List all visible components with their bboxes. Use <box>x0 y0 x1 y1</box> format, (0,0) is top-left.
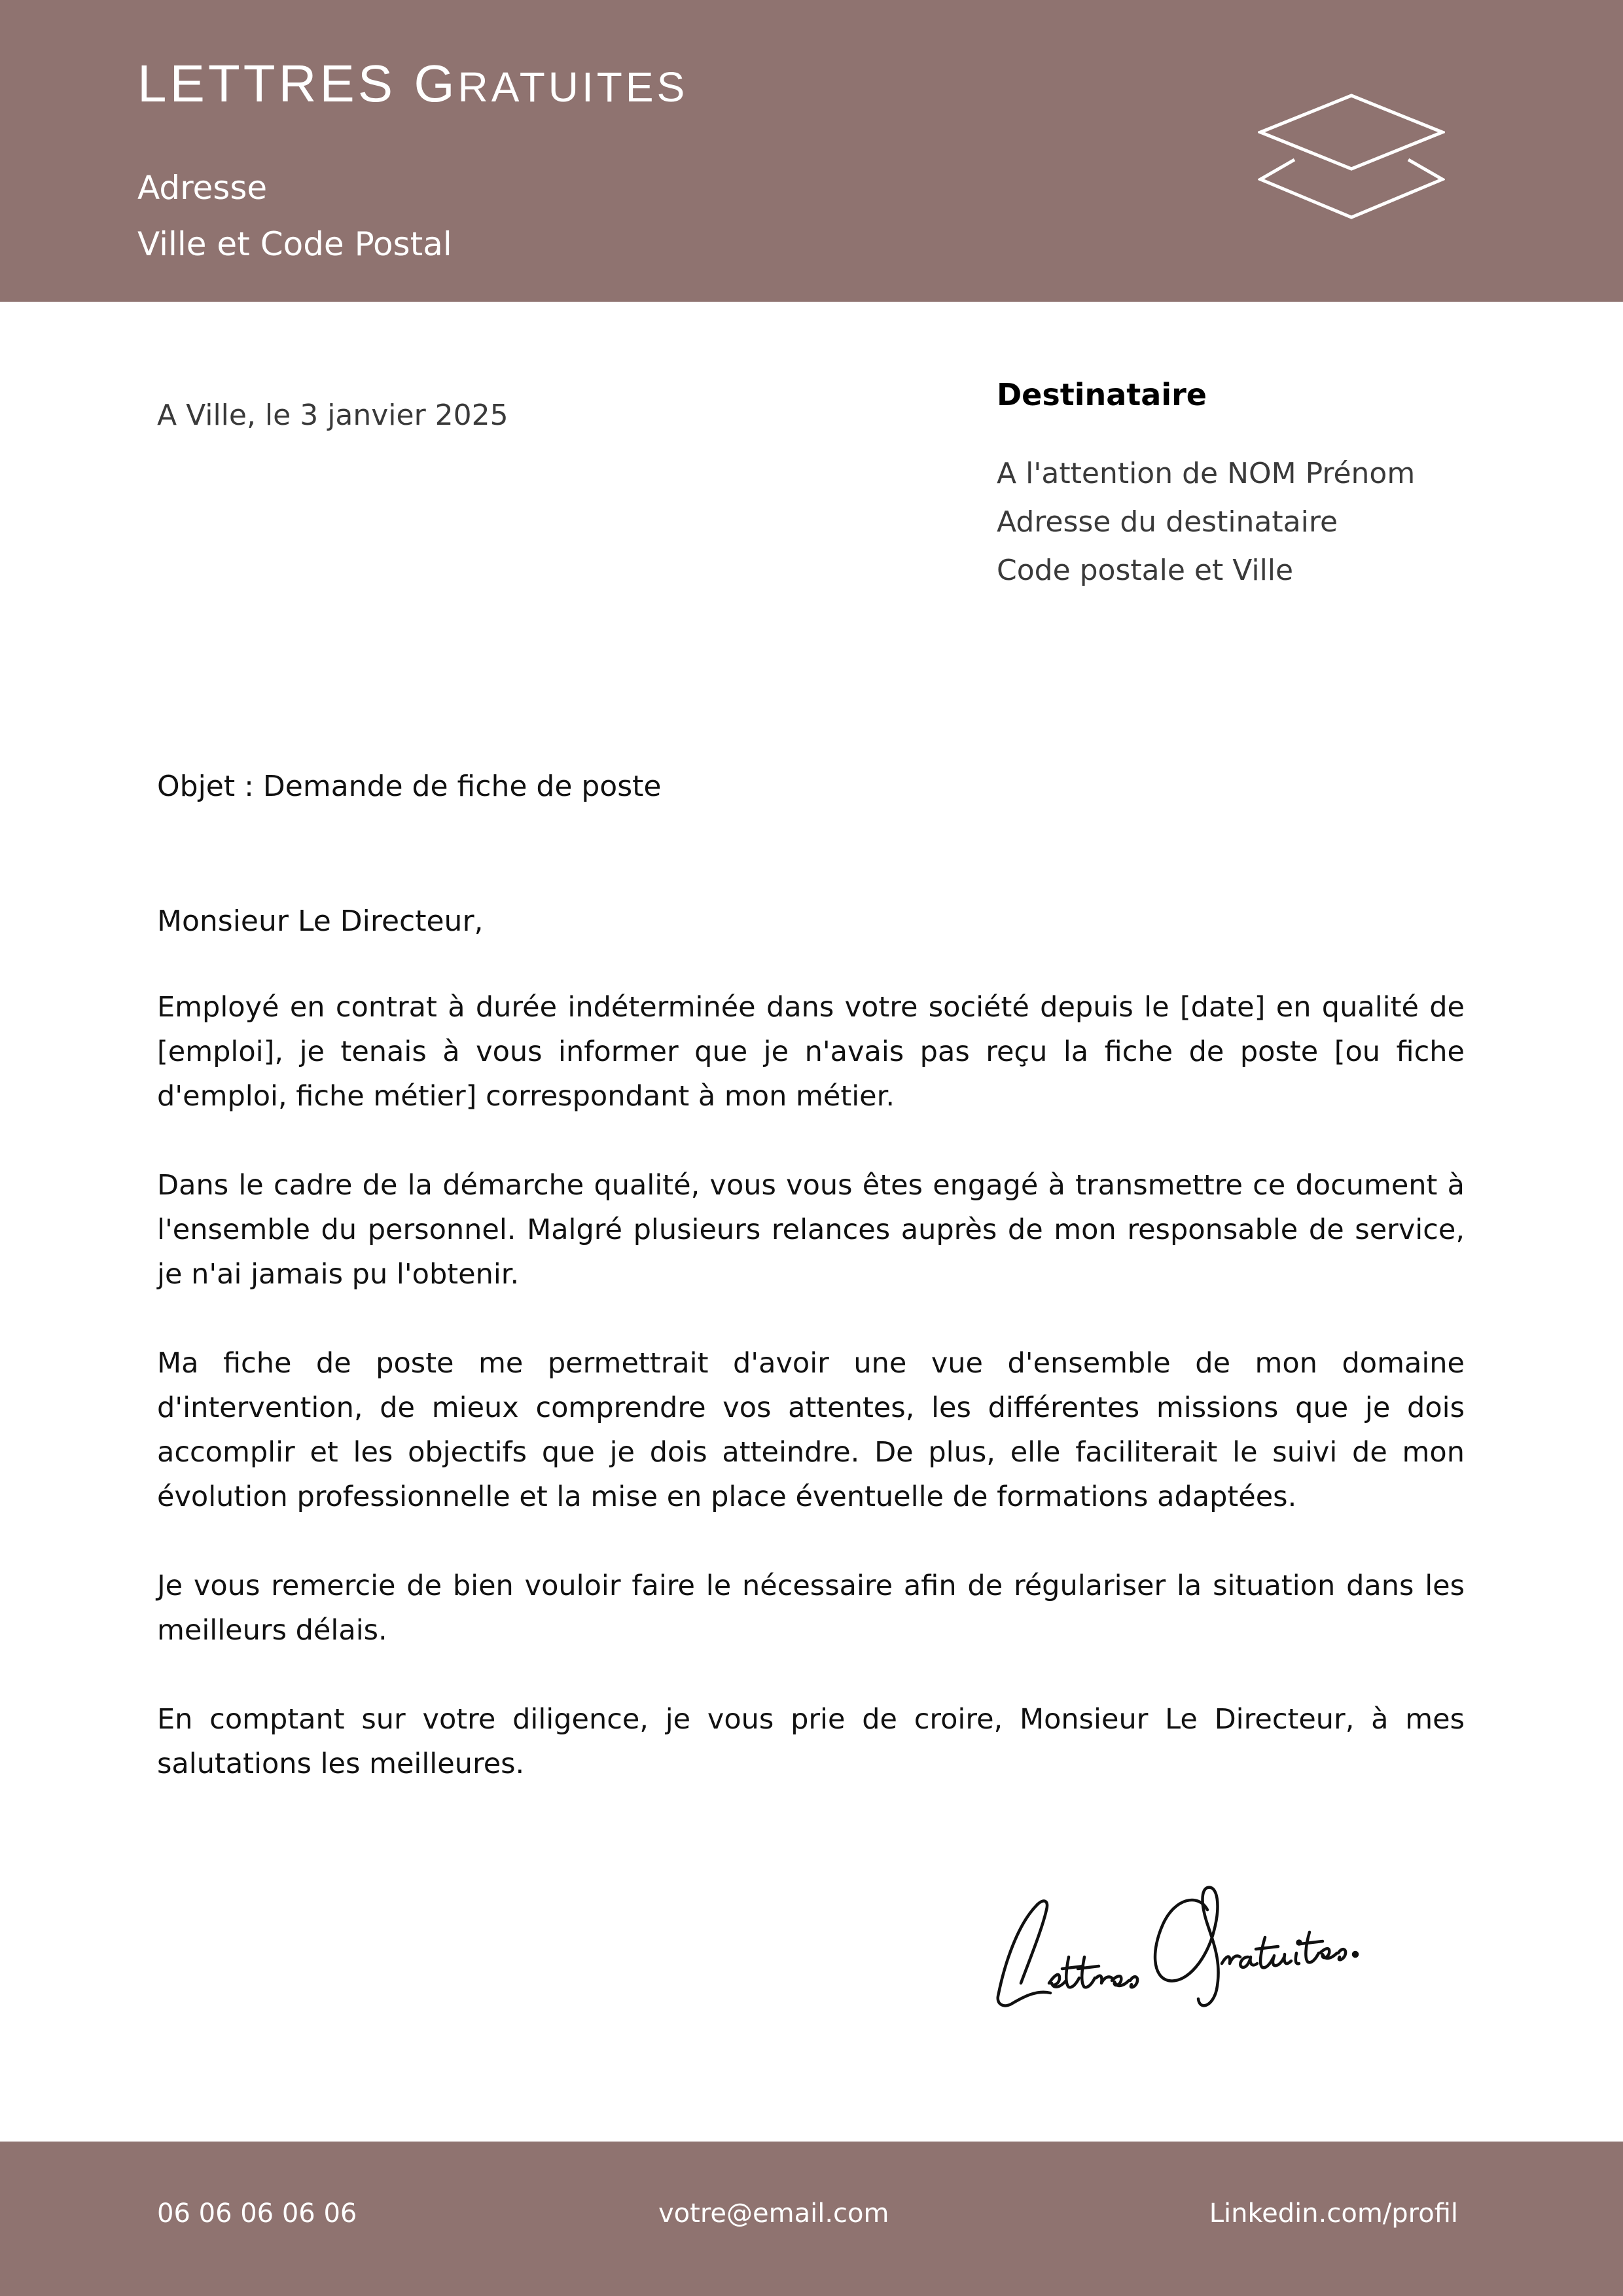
footer-phone: 06 06 06 06 06 <box>157 2198 357 2229</box>
recipient-attention: A l'attention de NOM Prénom <box>997 457 1416 490</box>
letter-salutation: Monsieur Le Directeur, <box>157 905 484 938</box>
sender-address: Adresse <box>137 169 268 207</box>
signature <box>991 1859 1371 2016</box>
body-paragraph: Je vous remercie de bien vouloir faire le nécessaire afin de régulariser la situation dans les meilleurs délais. <box>157 1570 1465 1647</box>
body-paragraph: Ma fiche de poste me permettrait d'avoir une vue d'ensemble de mon domaine d'intervention, de mieux comprendre vos attentes, les différentes missions que je dois accomplir et les objectifs que je dois atteindre. De plus, elle faciliterait le suivi de mon évolution professionnelle et la mise en place éventuelle de formations adaptées. <box>157 1347 1465 1513</box>
brand-name <box>137 54 688 113</box>
brand-initial: G <box>414 54 458 113</box>
letter-body <box>157 985 1465 1831</box>
body-paragraph: Employé en contrat à durée indéterminée dans votre société depuis le [date] en qualité de [emploi], je tenais à vous informer que je n'avais pas reçu la fiche de poste [ou fiche d'emploi, fiche métier] correspondant à mon métier. <box>157 991 1465 1113</box>
brand-main: LETTRES <box>137 54 414 113</box>
recipient-address: Adresse du destinataire <box>997 505 1338 539</box>
letterhead-banner <box>0 0 1623 302</box>
footer-email: votre@email.com <box>658 2198 889 2229</box>
letter-subject: Objet : Demande de fiche de poste <box>157 770 662 803</box>
body-paragraph: Dans le cadre de la démarche qualité, vous vous êtes engagé à transmettre ce document à l'ensemble du personnel. Malgré plusieurs relances auprès de mon responsable de service, je n'ai jamais pu l'obtenir. <box>157 1169 1465 1291</box>
layers-icon <box>1258 93 1445 220</box>
footer-linkedin: Linkedin.com/profil <box>1209 2198 1458 2229</box>
letter-date: A Ville, le 3 janvier 2025 <box>157 399 508 432</box>
brand-rest: RATUITES <box>457 63 688 111</box>
recipient-title: Destinataire <box>997 377 1207 412</box>
body-paragraph: En comptant sur votre diligence, je vous prie de croire, Monsieur Le Directeur, à mes salutations les meilleures. <box>157 1703 1465 1780</box>
recipient-postal-city: Code postale et Ville <box>997 554 1294 587</box>
footer-banner <box>0 2142 1623 2296</box>
sender-city-postal: Ville et Code Postal <box>137 225 452 263</box>
